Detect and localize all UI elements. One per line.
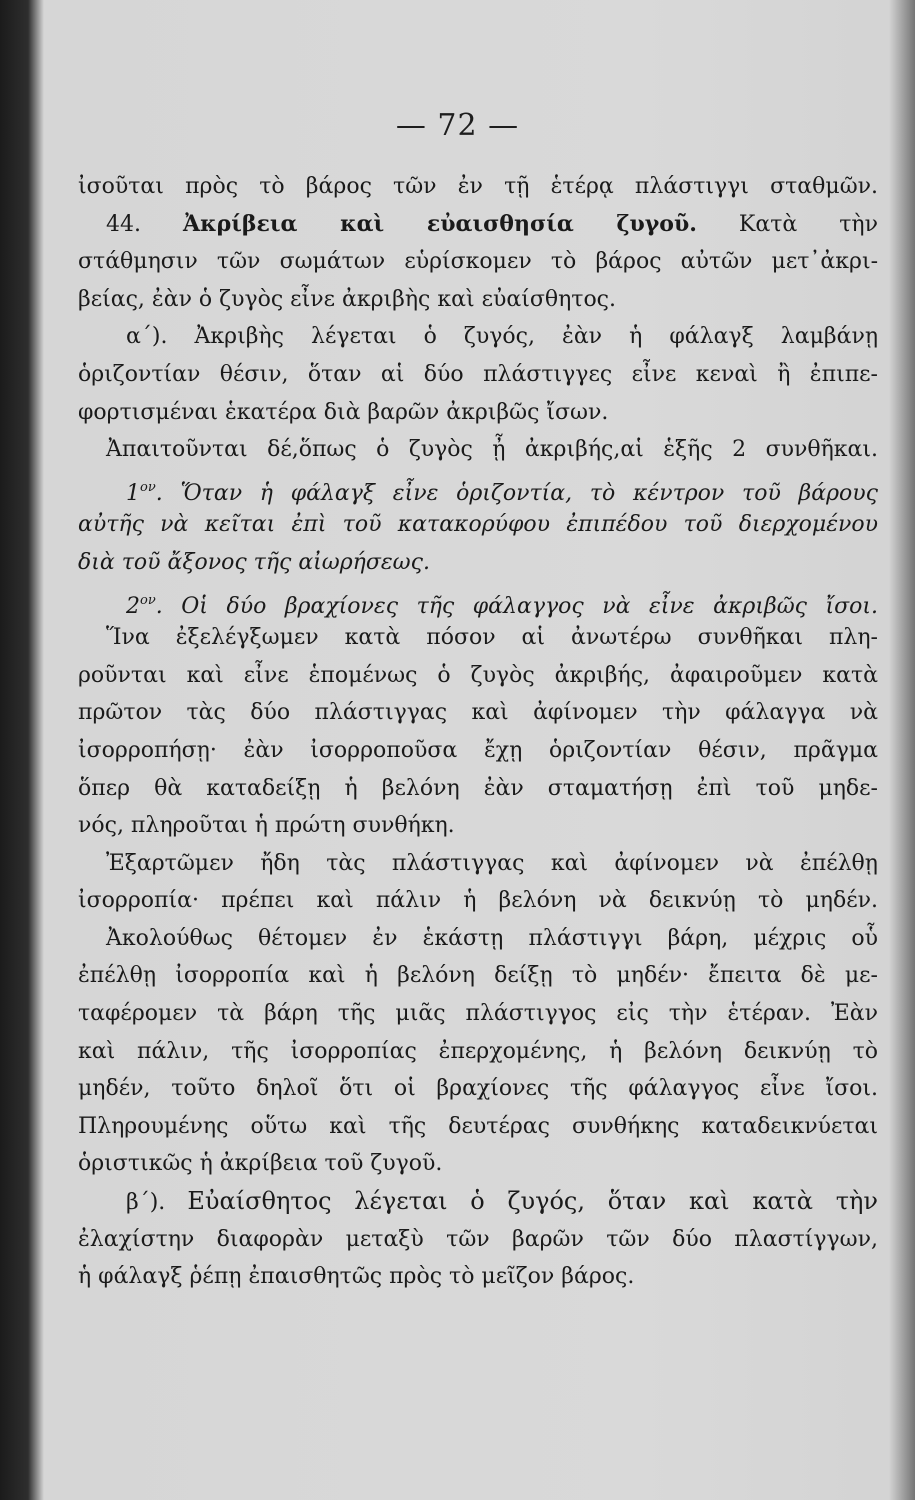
text-line xyxy=(78,845,878,883)
condition-line xyxy=(78,506,878,544)
text-span: πρῶτον τὰς δύο πλάστιγγας καὶ ἀφίνομεν τὴν φάλαγγα νὰ xyxy=(78,700,878,726)
text-span: ὅπερ θὰ καταδείξῃ ἡ βελόνη ἐὰν σταματήσῃ ἐπὶ τοῦ μηδε- xyxy=(78,775,878,801)
text-span: ἰσορροπία· πρέπει καὶ πάλιν ἡ βελόνη νὰ δεικνύῃ τὸ μηδέν. xyxy=(78,888,878,914)
text-span: βείας, ἐὰν ὁ ζυγὸς εἶνε ἀκριβὴς καὶ εὐαίσθητος. xyxy=(78,286,617,312)
condition-number: 2 xyxy=(126,593,140,619)
text-span: Ἀκριβὴς λέγεται ὁ ζυγός, ἐὰν ἡ φάλαγξ λαμβάνῃ xyxy=(194,324,878,350)
text-line xyxy=(78,1221,878,1259)
text-line xyxy=(78,394,878,432)
section-number: 44. xyxy=(106,211,141,237)
page-number: — 72 — xyxy=(395,108,520,143)
page-edge-shadow xyxy=(889,0,915,1500)
text-span: ἰσοῦται πρὸς τὸ βάρος τῶν ἐν τῇ ἑτέρᾳ πλάστιγγι σταθμῶν. xyxy=(78,174,878,199)
section-heading-line xyxy=(78,206,878,244)
text-line xyxy=(78,1033,878,1071)
text-span: Ἀκολούθως θέτομεν ἐν ἑκάστῃ πλάστιγγι βάρη, μέχρις οὗ xyxy=(106,925,878,951)
body-text xyxy=(78,168,878,1296)
condition-ordinal: ον xyxy=(140,592,156,608)
text-line xyxy=(78,431,878,469)
text-span: αὐτῆς νὰ κεῖται ἐπὶ τοῦ κατακορύφου ἐπιπέδου τοῦ διερχομένου xyxy=(78,512,878,538)
text-span: διὰ τοῦ ἄξονος τῆς αἰωρήσεως. xyxy=(78,549,430,575)
text-span: ταφέρομεν τὰ βάρη τῆς μιᾶς πλάστιγγος εἰς τὴν ἑτέραν. Ἐὰν xyxy=(78,1001,878,1027)
text-span: ἡ φάλαγξ ῥέπῃ ἐπαισθητῶς πρὸς τὸ μεῖζον βάρος. xyxy=(78,1264,635,1290)
text-span: στάθμησιν τῶν σωμάτων εὑρίσκομεν τὸ βάρος αὐτῶν μετ᾽ἀκρι- xyxy=(78,249,878,275)
condition-number: 1 xyxy=(126,480,140,506)
text-line xyxy=(78,995,878,1033)
condition-line xyxy=(78,582,878,620)
text-span: ὁριζοντίαν θέσιν, ὅταν αἱ δύο πλάστιγγες εἶνε κεναὶ ἢ ἐπιπε- xyxy=(78,361,878,387)
text-span: ἐλαχίστην διαφορὰν μεταξὺ τῶν βαρῶν τῶν δύο πλαστίγγων, xyxy=(78,1226,878,1252)
text-line xyxy=(78,920,878,958)
condition-line xyxy=(78,469,878,507)
text-span: μηδέν, τοῦτο δηλοῖ ὅτι οἱ βραχίονες τῆς φάλαγγος εἶνε ἴσοι. xyxy=(78,1076,878,1102)
text-span: Κατὰ τὴν xyxy=(738,211,878,237)
text-line xyxy=(78,807,878,845)
text-line xyxy=(78,281,878,319)
text-line xyxy=(78,1108,878,1146)
text-span: καὶ πάλιν, τῆς ἰσορροπίας ἐπερχομένης, ἡ βελόνη δεικνύῃ τὸ xyxy=(78,1038,878,1064)
condition-line xyxy=(78,544,878,582)
text-line xyxy=(78,619,878,657)
text-span: ὁριστικῶς ἡ ἀκρίβεια τοῦ ζυγοῦ. xyxy=(78,1151,443,1177)
text-line xyxy=(78,694,878,732)
item-marker: β´). xyxy=(126,1190,166,1216)
text-line xyxy=(78,1183,878,1221)
condition-ordinal: ον xyxy=(140,479,156,495)
text-span: . Οἱ δύο βραχίονες τῆς φάλαγγος νὰ εἶνε ἀκριβῶς ἴσοι. xyxy=(155,593,878,619)
text-span: ἰσορροπήσῃ· ἐὰν ἰσορροποῦσα ἔχῃ ὁριζοντίαν θέσιν, πρᾶγμα xyxy=(78,737,878,763)
text-span: . Ὅταν ἡ φάλαγξ εἶνε ὁριζοντία, τὸ κέντρον τοῦ βάρους xyxy=(155,480,878,506)
text-line xyxy=(78,732,878,770)
text-line xyxy=(78,243,878,281)
text-span: Πληρουμένης οὕτω καὶ τῆς δευτέρας συνθήκης καταδεικνύεται xyxy=(78,1113,878,1139)
text-span: Ἐξαρτῶμεν ἤδη τὰς πλάστιγγας καὶ ἀφίνομεν νὰ ἐπέλθῃ xyxy=(106,850,878,876)
text-line xyxy=(78,168,878,206)
text-span: ροῦνται καὶ εἶνε ἑπομένως ὁ ζυγὸς ἀκριβής, ἀφαιροῦμεν κατὰ xyxy=(78,662,878,688)
text-line xyxy=(78,1070,878,1108)
text-line xyxy=(78,1258,878,1296)
text-line xyxy=(78,882,878,920)
text-line xyxy=(78,318,878,356)
text-span: Εὐαίσθητος λέγεται ὁ ζυγός, ὅταν καὶ κατὰ τὴν xyxy=(187,1187,878,1216)
item-marker: α´). xyxy=(126,324,168,350)
text-line xyxy=(78,657,878,695)
text-line xyxy=(78,770,878,808)
section-title: Ἀκρίβεια καὶ εὐαισθησία ζυγοῦ. xyxy=(183,210,697,237)
text-line xyxy=(78,957,878,995)
text-span: Ἀπαιτοῦνται δέ,ὅπως ὁ ζυγὸς ᾖ ἀκριβής,αἱ ἑξῆς 2 συνθῆκαι. xyxy=(106,437,878,463)
text-span: Ἵνα ἐξελέγξωμεν κατὰ πόσον αἱ ἀνωτέρω συνθῆκαι πλη- xyxy=(106,625,878,651)
text-span: φορτισμέναι ἑκατέρα διὰ βαρῶν ἀκριβῶς ἴσων. xyxy=(78,399,609,425)
text-span: νός, πληροῦται ἡ πρώτη συνθήκη. xyxy=(78,813,455,839)
text-line xyxy=(78,1145,878,1183)
text-line xyxy=(78,356,878,394)
text-span: ἐπέλθῃ ἰσορροπία καὶ ἡ βελόνη δείξῃ τὸ μηδέν· ἔπειτα δὲ με- xyxy=(78,963,878,989)
